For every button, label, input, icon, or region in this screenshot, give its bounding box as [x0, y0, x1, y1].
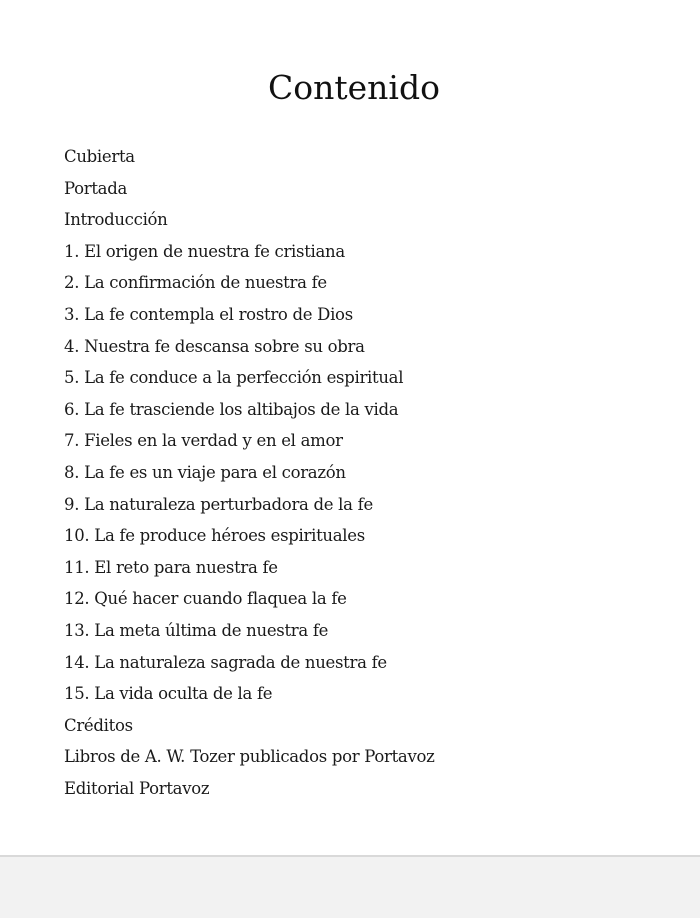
page-title: Contenido: [268, 68, 440, 107]
toc-item-chapter-5[interactable]: 5. La fe conduce a la perfección espiritual: [64, 368, 404, 388]
toc-item-chapter-12[interactable]: 12. Qué hacer cuando flaquea la fe: [64, 589, 347, 609]
toc-item-portada[interactable]: Portada: [64, 178, 128, 198]
toc-item-editorial-portavoz[interactable]: Editorial Portavoz: [64, 778, 210, 798]
toc-item-chapter-9[interactable]: 9. La naturaleza perturbadora de la fe: [64, 494, 373, 514]
toc-item-cubierta[interactable]: Cubierta: [64, 147, 135, 166]
toc-item-chapter-10[interactable]: 10. La fe produce héroes espirituales: [64, 526, 365, 546]
toc-item-chapter-1[interactable]: 1. El origen de nuestra fe cristiana: [64, 241, 345, 261]
toc-item-chapter-13[interactable]: 13. La meta última de nuestra fe: [64, 620, 329, 640]
toc-item-chapter-11[interactable]: 11. El reto para nuestra fe: [64, 557, 278, 577]
table-of-contents: [64, 141, 435, 804]
toc-item-chapter-4[interactable]: 4. Nuestra fe descansa sobre su obra: [64, 336, 365, 356]
toc-item-creditos[interactable]: Créditos: [64, 715, 133, 735]
toc-item-chapter-8[interactable]: 8. La fe es un viaje para el corazón: [64, 462, 346, 482]
toc-item-libros-tozer[interactable]: Libros de A. W. Tozer publicados por Portavoz: [64, 747, 435, 767]
toc-item-chapter-3[interactable]: 3. La fe contempla el rostro de Dios: [64, 304, 353, 324]
toc-item-chapter-14[interactable]: 14. La naturaleza sagrada de nuestra fe: [64, 652, 387, 672]
toc-item-chapter-2[interactable]: 2. La confirmación de nuestra fe: [64, 273, 327, 293]
toc-item-chapter-15[interactable]: 15. La vida oculta de la fe: [64, 684, 273, 704]
toc-item-chapter-6[interactable]: 6. La fe trasciende los altibajos de la vida: [64, 399, 399, 419]
viewer-background: [0, 857, 700, 918]
toc-item-introduccion[interactable]: Introducción: [64, 210, 168, 230]
toc-item-chapter-7[interactable]: 7. Fieles en la verdad y en el amor: [64, 431, 343, 451]
